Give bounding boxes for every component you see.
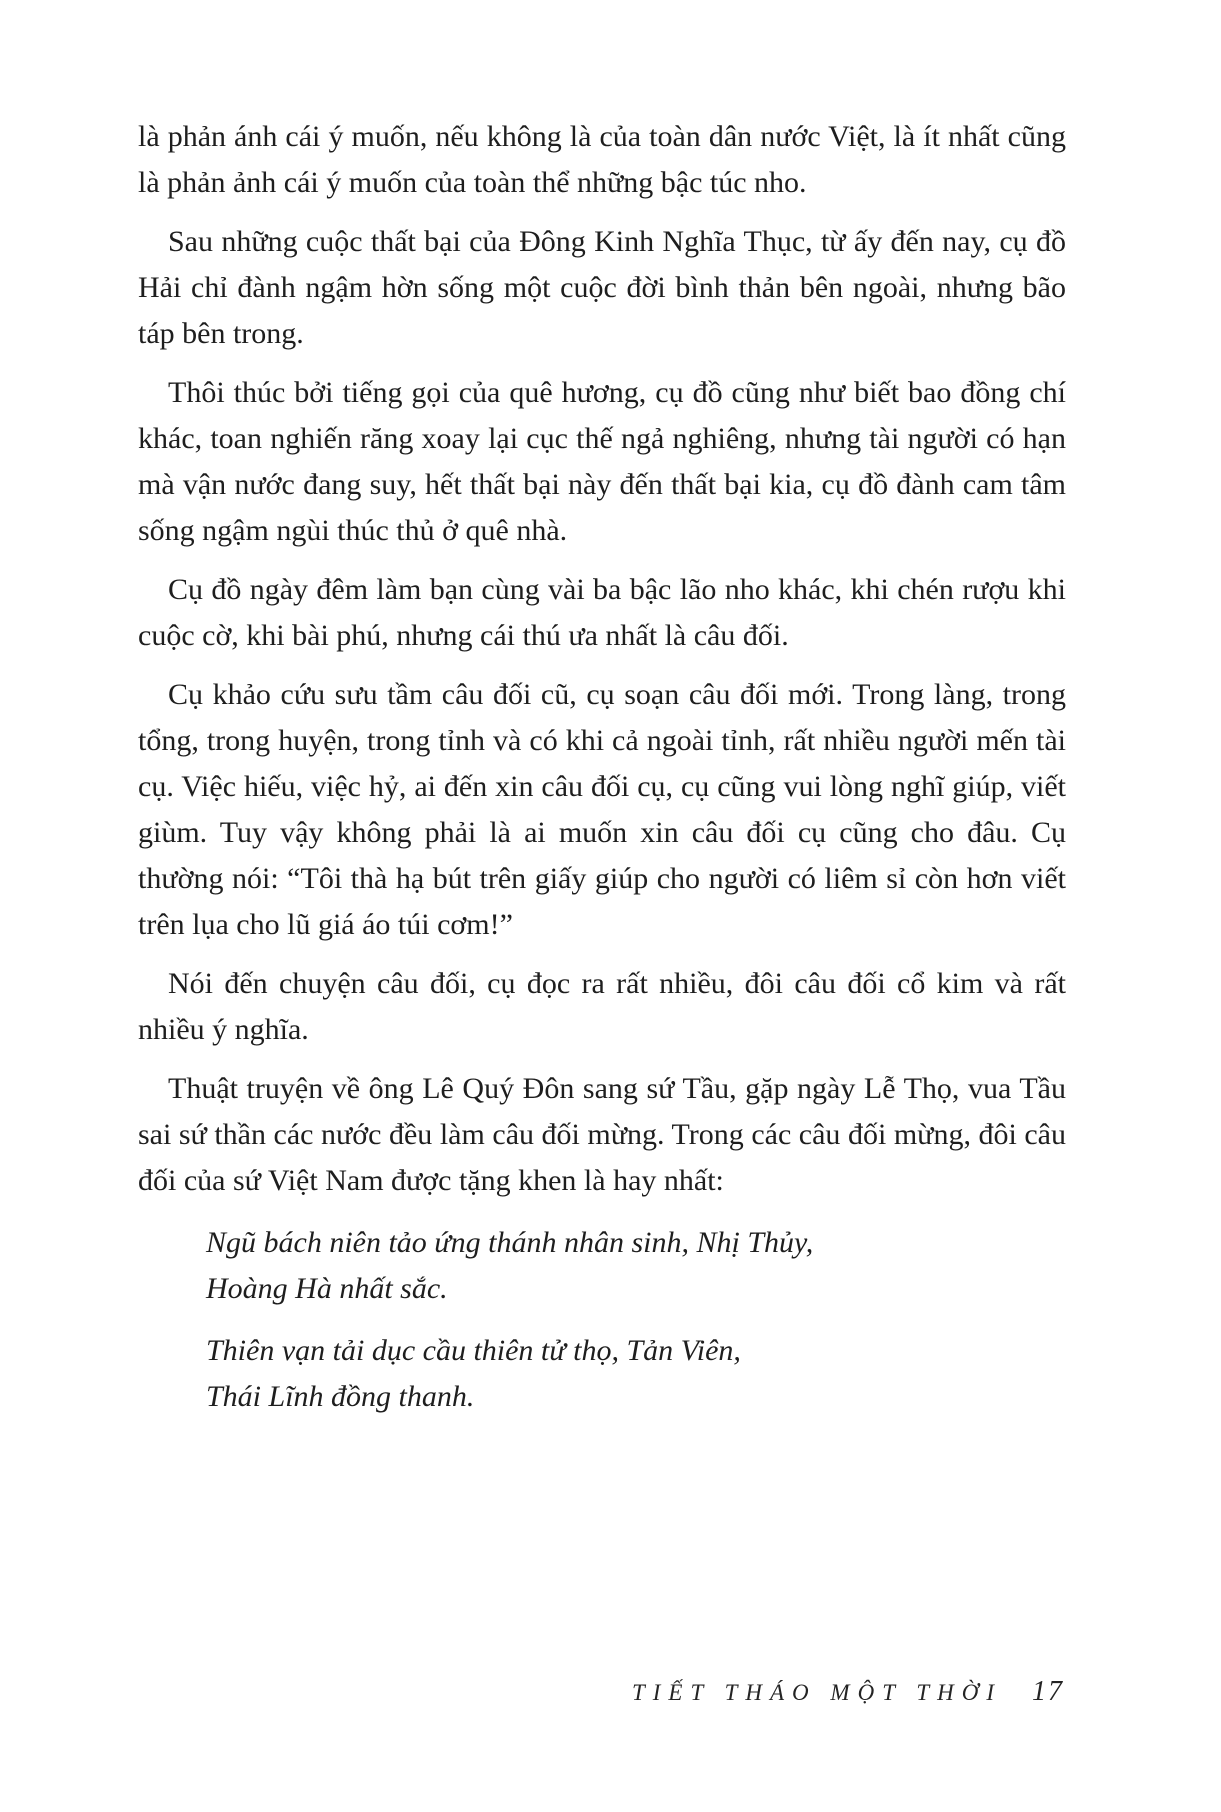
verse-line: Hoàng Hà nhất sắc. (206, 1272, 448, 1305)
body-paragraph: Sau những cuộc thất bại của Đông Kinh Nghĩa Thục, từ ấy đến nay, cụ đồ Hải chỉ đành ngậm hờn sống một cuộc đời bình thản bên ngoài, nhưng bão táp bên trong. (138, 225, 1066, 350)
page-footer (632, 1676, 1064, 1708)
body-paragraph: Nói đến chuyện câu đối, cụ đọc ra rất nhiều, đôi câu đối cổ kim và rất nhiều ý nghĩa. (138, 967, 1066, 1046)
verse-block (206, 1220, 1066, 1420)
body-paragraph: Cụ khảo cứu sưu tầm câu đối cũ, cụ soạn câu đối mới. Trong làng, trong tổng, trong huyện, trong tỉnh và có khi cả ngoài tỉnh, rất nhiều người mến tài cụ. Việc hiếu, việc hỷ, ai đến xin câu đối cụ, cụ cũng vui lòng nghĩ giúp, viết giùm. Tuy vậy không phải là ai muốn xin câu đối cụ cũng cho đâu. Cụ thường nói: “Tôi thà hạ bút trên giấy giúp cho người có liêm sỉ còn hơn viết trên lụa cho lũ giá áo túi cơm!” (138, 678, 1066, 941)
verse-couplet (206, 1328, 1066, 1420)
running-title: TIẾT THÁO MỘT THỜI (631, 1680, 1002, 1705)
page-body (138, 114, 1066, 1436)
body-paragraph: Thuật truyện về ông Lê Quý Đôn sang sứ Tầu, gặp ngày Lễ Thọ, vua Tầu sai sứ thần các nước đều làm câu đối mừng. Trong các câu đối mừng, đôi câu đối của sứ Việt Nam được tặng khen là hay nhất: (138, 1072, 1066, 1197)
verse-couplet (206, 1220, 1066, 1312)
page-number: 17 (1032, 1676, 1064, 1707)
body-paragraph: Cụ đồ ngày đêm làm bạn cùng vài ba bậc lão nho khác, khi chén rượu khi cuộc cờ, khi bài phú, nhưng cái thú ưa nhất là câu đối. (138, 573, 1066, 652)
body-paragraph: Thôi thúc bởi tiếng gọi của quê hương, cụ đồ cũng như biết bao đồng chí khác, toan nghiến răng xoay lại cục thế ngả nghiêng, nhưng tài người có hạn mà vận nước đang suy, hết thất bại này đến thất bại kia, cụ đồ đành cam tâm sống ngậm ngùi thúc thủ ở quê nhà. (138, 376, 1066, 547)
verse-line: Ngũ bách niên tảo ứng thánh nhân sinh, Nhị Thủy, (206, 1226, 814, 1259)
verse-line: Thiên vạn tải dục cầu thiên tử thọ, Tản Viên, (206, 1334, 741, 1367)
verse-line: Thái Lĩnh đồng thanh. (206, 1380, 475, 1413)
body-paragraph: là phản ánh cái ý muốn, nếu không là của toàn dân nước Việt, là ít nhất cũng là phản ảnh cái ý muốn của toàn thể những bậc túc nho. (138, 120, 1066, 199)
